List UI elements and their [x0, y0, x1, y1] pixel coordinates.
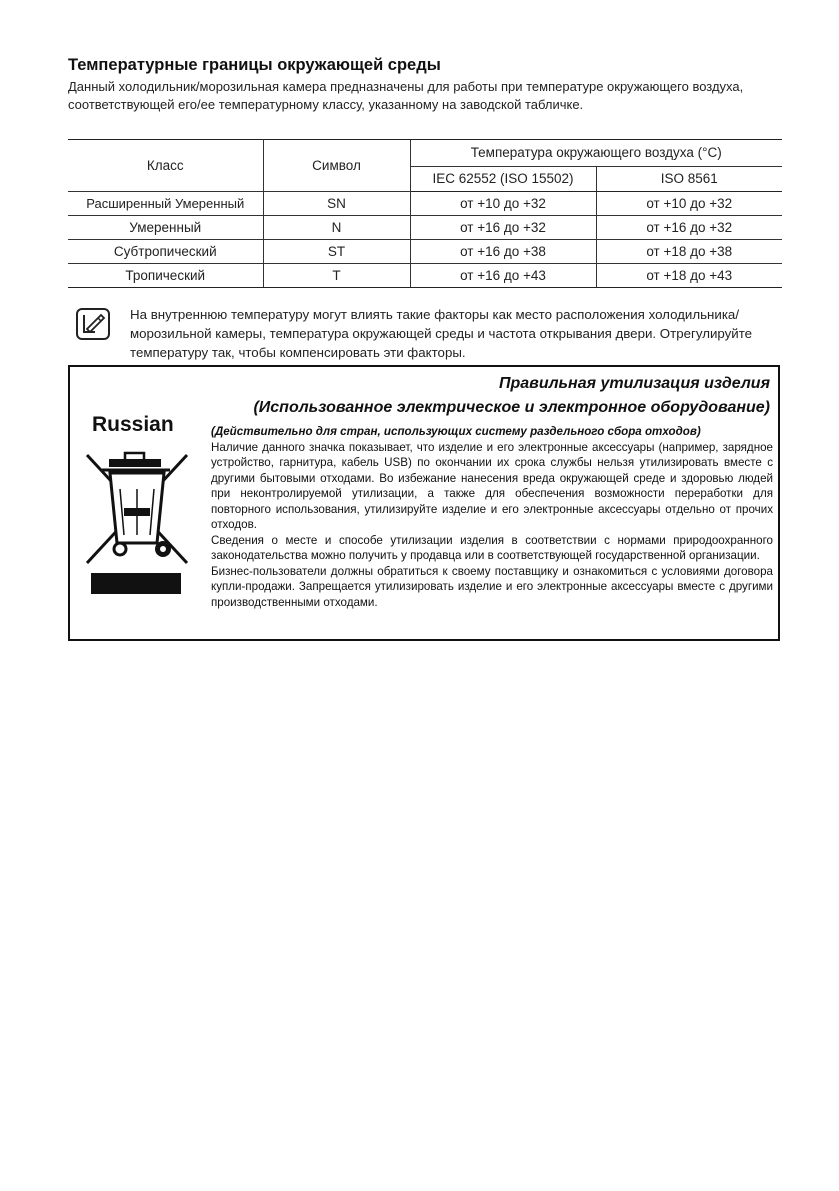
intro-paragraph: Данный холодильник/морозильная камера предназначены для работы при температуре окружающего воздуха, соответствующей его/ее температурному классу, указанному на заводской табличке. [68, 79, 744, 112]
climate-class-table [68, 139, 782, 288]
cell-symbol: SN [263, 192, 410, 216]
table-row [68, 192, 782, 216]
cell-iso: от +10 до +32 [596, 192, 782, 216]
cell-symbol: ST [263, 240, 410, 264]
weee-scope: (Действительно для стран, использующих систему раздельного сбора отходов) [211, 425, 701, 438]
header-iec: IEC 62552 (ISO 15502) [410, 167, 596, 192]
cell-class: Умеренный [68, 216, 263, 240]
header-class: Класс [68, 140, 263, 192]
weee-subtitle: (Использованное электрическое и электронное оборудование) [253, 399, 770, 416]
note-text: На внутреннюю температуру могут влиять такие факторы как место расположения холодильника/морозильной камеры, температура окружающей среды и частота открывания двери. Отрегулируйте температуру так, чтобы компенсировать эти факторы. [130, 307, 753, 360]
black-bar [91, 573, 181, 594]
section-title: Температурные границы окружающей среды [68, 56, 441, 74]
cell-class: Расширенный Умеренный [68, 192, 263, 216]
language-label: Russian [92, 413, 174, 436]
table-row [68, 240, 782, 264]
weee-notice [68, 365, 780, 641]
cell-iec: от +10 до +32 [410, 192, 596, 216]
crossed-out-bin-icon [84, 445, 194, 571]
header-iso: ISO 8561 [596, 167, 782, 192]
cell-iec: от +16 до +43 [410, 264, 596, 288]
header-temperature: Температура окружающего воздуха (°C) [410, 140, 782, 167]
weee-body [211, 424, 773, 610]
cell-iso: от +16 до +32 [596, 216, 782, 240]
cell-symbol: N [263, 216, 410, 240]
cell-iec: от +16 до +38 [410, 240, 596, 264]
header-symbol: Символ [263, 140, 410, 192]
cell-symbol: T [263, 264, 410, 288]
cell-iso: от +18 до +38 [596, 240, 782, 264]
weee-title: Правильная утилизация изделия [498, 375, 770, 392]
note-icon [75, 307, 111, 341]
cell-class: Субтропический [68, 240, 263, 264]
weee-paragraph-2: Сведения о месте и способе утилизации изделия в соответствии с нормами природоохранного законодательства можно получить у продавца или в соответствующей государственной организации. [211, 533, 773, 562]
weee-paragraph-3: Бизнес-пользователи должны обратиться к своему поставщику и ознакомиться с условиями договора купли-продажи. Запрещается утилизировать изделие и его электронные аксессуары вместе с другими производственными отходами. [211, 564, 773, 609]
table-row [68, 264, 782, 288]
table-row [68, 216, 782, 240]
cell-iso: от +18 до +43 [596, 264, 782, 288]
weee-paragraph-1: Наличие данного значка показывает, что изделие и его электронные аксессуары (например, зарядное устройство, гарнитура, кабель USB) по окончании их срока службы нельзя утилизировать вместе с другими бытовыми отходами. Во избежание нанесения вреда окружающей среде и здоровью людей при неконтролируемой утилизации, а также для обеспечения возможности переработки для повторного использования, утилизируйте изделие и его электронные аксессуары отдельно от прочих отходов. [211, 440, 773, 531]
cell-iec: от +16 до +32 [410, 216, 596, 240]
cell-class: Тропический [68, 264, 263, 288]
